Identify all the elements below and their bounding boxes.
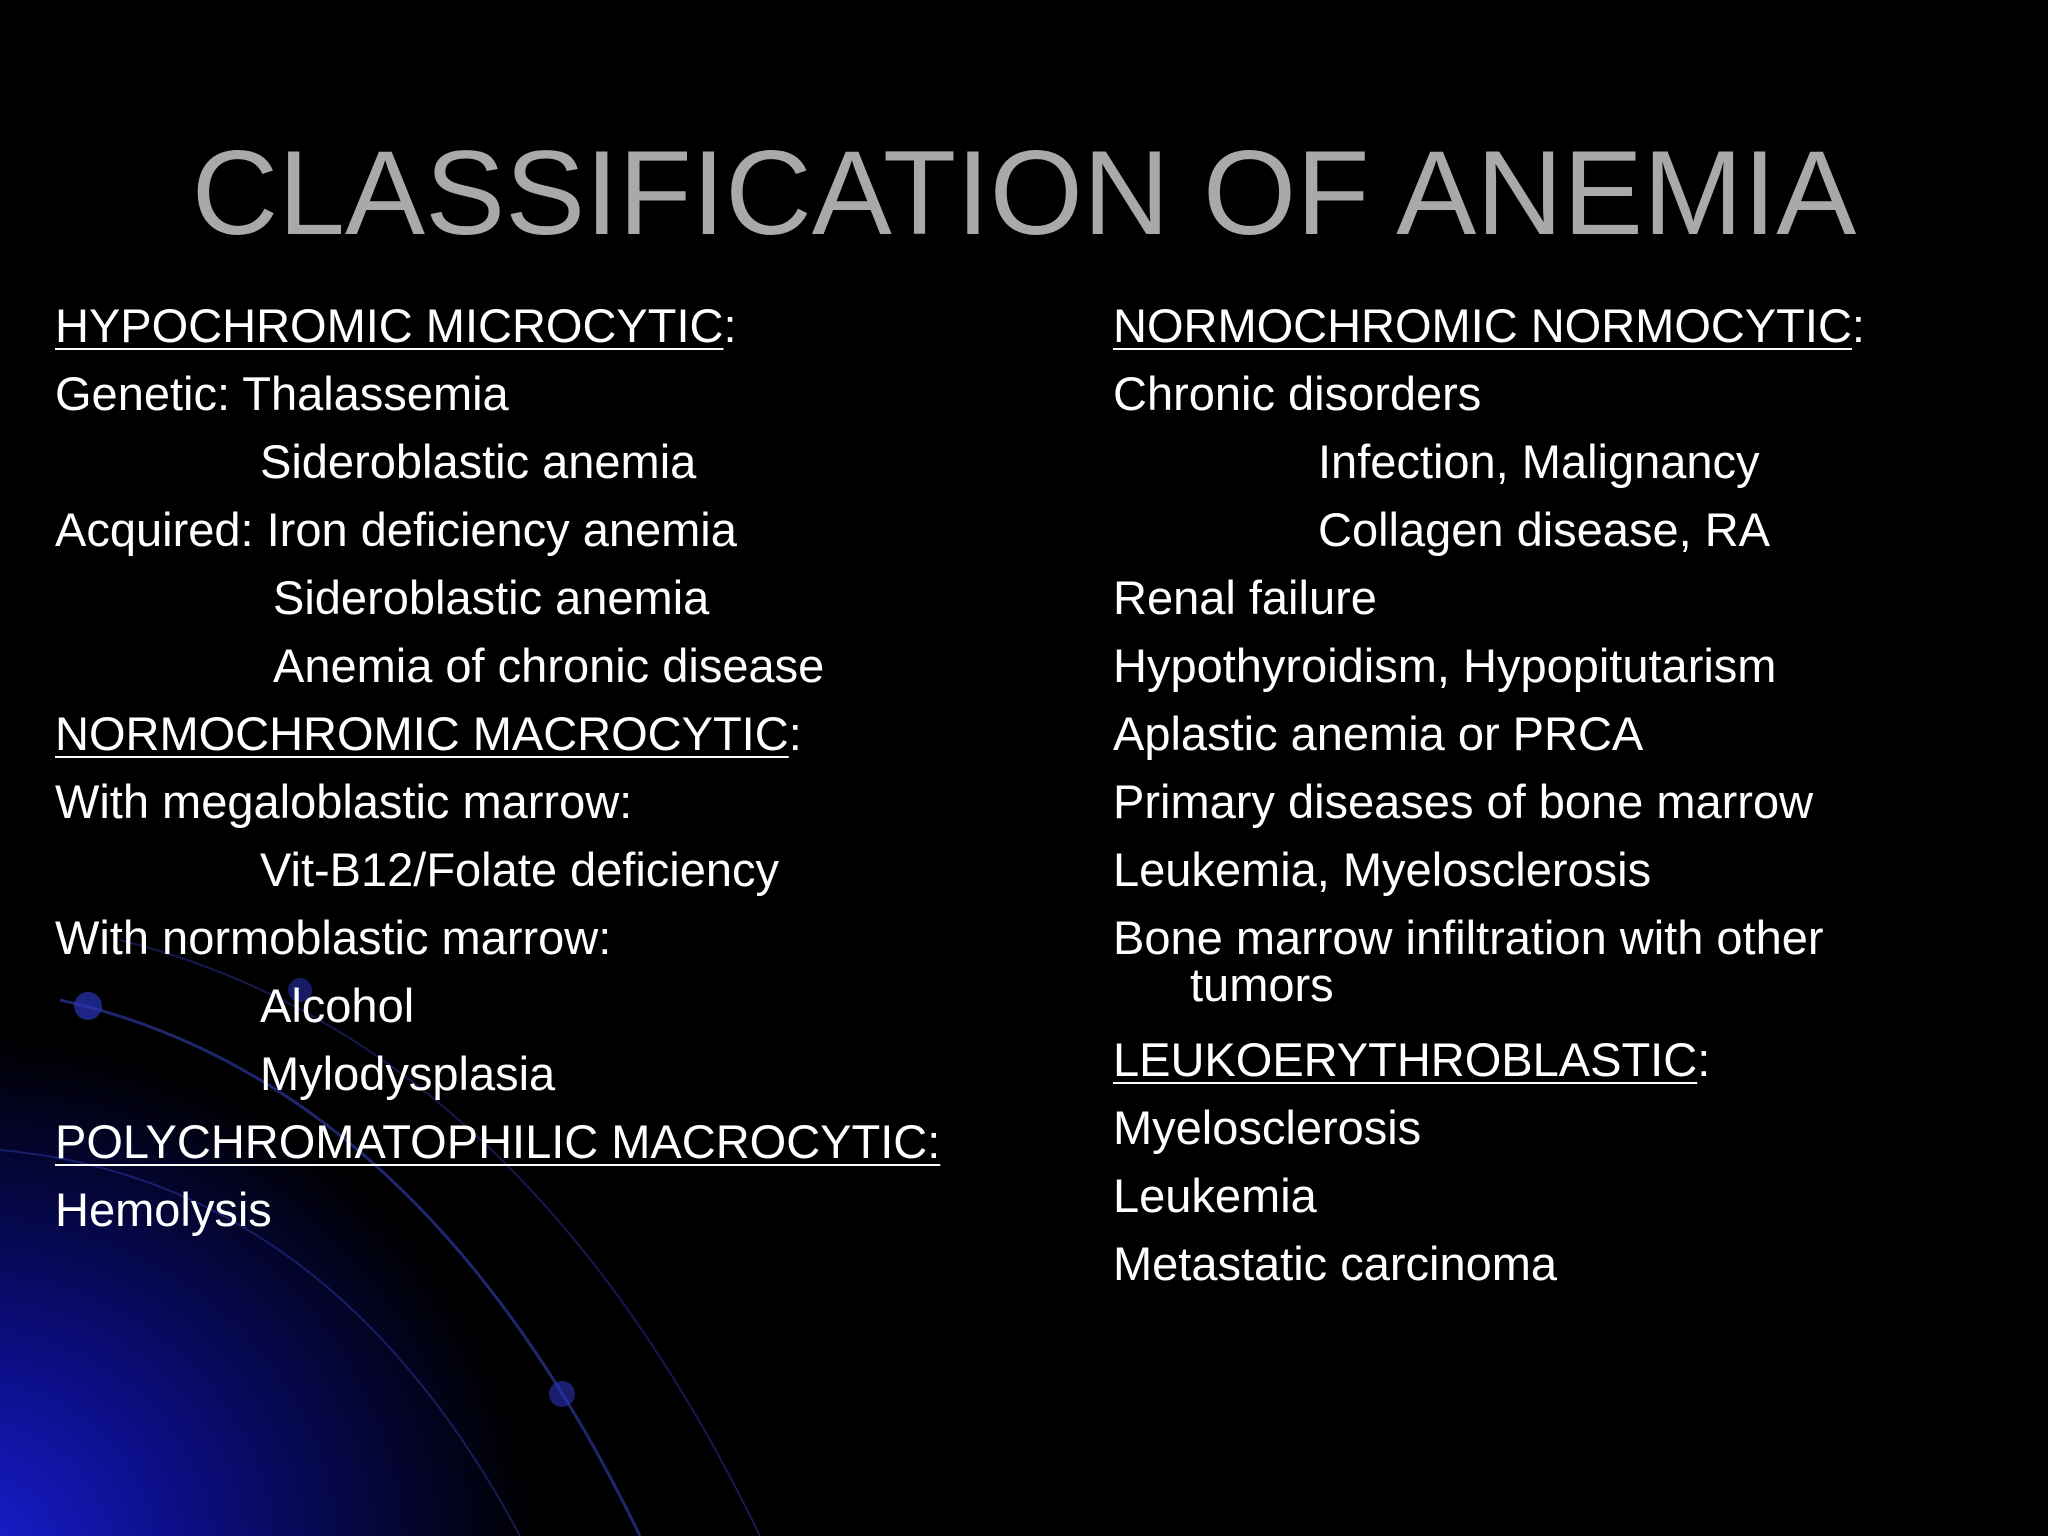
list-item: Acquired: Iron deficiency anemia	[55, 503, 737, 556]
heading-leukoerythroblastic	[1113, 1026, 2013, 1094]
heading-text: HYPOCHROMIC MICROCYTIC	[55, 299, 724, 352]
list-item: Sideroblastic anemia	[260, 435, 697, 488]
list-item: With megaloblastic marrow:	[55, 775, 633, 828]
list-item: Sideroblastic anemia	[273, 571, 710, 624]
list-item: Myelosclerosis	[1113, 1101, 1422, 1154]
heading-normochromic-normocytic	[1113, 292, 2013, 360]
heading-normochromic-macrocytic	[55, 700, 1065, 768]
heading-hypochromic-microcytic	[55, 292, 1065, 360]
list-item: Hemolysis	[55, 1183, 272, 1236]
heading-text: POLYCHROMATOPHILIC MACROCYTIC:	[55, 1115, 941, 1168]
list-item: Metastatic carcinoma	[1113, 1237, 1558, 1290]
heading-colon: :	[1697, 1033, 1711, 1086]
list-item-continuation: tumors	[1190, 958, 1334, 1011]
list-item: Infection, Malignancy	[1318, 435, 1760, 488]
decor-dot-3	[549, 1381, 575, 1407]
list-item: Bone marrow infiltration with other	[1113, 911, 1824, 964]
left-column	[55, 292, 1065, 1244]
heading-polychromatophilic-macrocytic	[55, 1108, 1065, 1176]
list-item: Renal failure	[1113, 571, 1377, 624]
slide-title: CLASSIFICATION OF ANEMIA	[191, 126, 1857, 260]
heading-text: NORMOCHROMIC NORMOCYTIC	[1113, 299, 1852, 352]
list-item: Anemia of chronic disease	[273, 639, 825, 692]
heading-colon: :	[723, 299, 737, 352]
list-item: Aplastic anemia or PRCA	[1113, 707, 1644, 760]
list-item: Leukemia	[1113, 1169, 1317, 1222]
list-item: Chronic disorders	[1113, 367, 1482, 420]
heading-colon: :	[788, 707, 802, 760]
heading-text: NORMOCHROMIC MACROCYTIC	[55, 707, 789, 760]
list-item: Primary diseases of bone marrow	[1113, 775, 1814, 828]
heading-colon: :	[1851, 299, 1865, 352]
list-item: Collagen disease, RA	[1318, 503, 1770, 556]
list-item: Alcohol	[260, 979, 415, 1032]
right-column	[1113, 292, 2013, 1298]
list-item: Genetic: Thalassemia	[55, 367, 509, 420]
list-item: With normoblastic marrow:	[55, 911, 612, 964]
list-item: Mylodysplasia	[260, 1047, 556, 1100]
heading-text: LEUKOERYTHROBLASTIC	[1113, 1033, 1698, 1086]
list-item: Vit-B12/Folate deficiency	[260, 843, 780, 896]
list-item: Leukemia, Myelosclerosis	[1113, 843, 1652, 896]
list-item: Hypothyroidism, Hypopitutarism	[1113, 639, 1777, 692]
